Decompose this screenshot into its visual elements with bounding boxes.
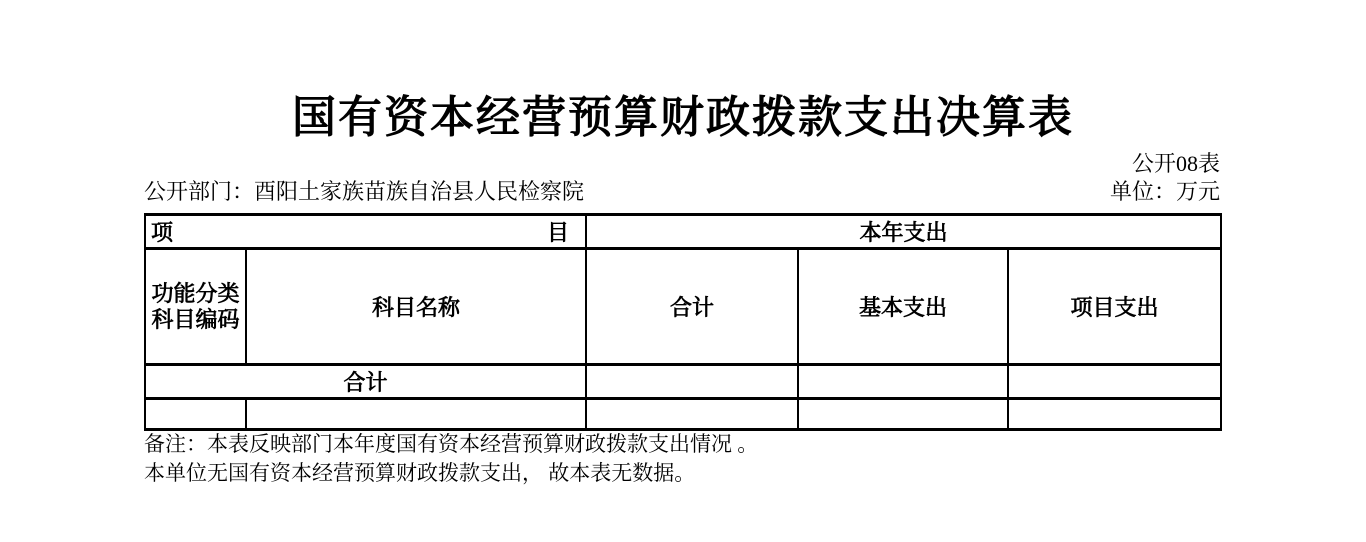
total-row-total-cell bbox=[586, 365, 798, 399]
footnote-line-2: 本单位无国有资本经营预算财政拨款支出， 故本表无数据。 bbox=[144, 461, 696, 485]
table-row-empty bbox=[145, 399, 1221, 430]
unit-label: 单位：万元 bbox=[1109, 179, 1220, 204]
empty-row-basic-cell bbox=[798, 399, 1008, 430]
page-title: 国有资本经营预算财政拨款支出决算表 bbox=[292, 93, 1074, 142]
function-code-line2: 科目编码 bbox=[151, 306, 240, 332]
table-group-header-row bbox=[145, 215, 1221, 249]
header-cell-item bbox=[145, 215, 586, 249]
footnote-line-1: 备注：本表反映部门本年度国有资本经营预算财政拨款支出情况 。 bbox=[144, 432, 759, 456]
header-cell-function-code bbox=[145, 249, 246, 365]
function-code-line1: 功能分类 bbox=[151, 280, 240, 306]
header-cell-total: 合计 bbox=[586, 249, 798, 365]
total-row-project-cell bbox=[1008, 365, 1221, 399]
total-row-label-cell: 合计 bbox=[145, 365, 586, 399]
department-value: 酉阳土家族苗族自治县人民检察院 bbox=[254, 179, 585, 204]
form-code-label: 公开08表 bbox=[1131, 151, 1220, 176]
header-cell-project-expenditure: 项目支出 bbox=[1008, 249, 1221, 365]
department-line bbox=[144, 178, 584, 206]
empty-row-name-cell bbox=[246, 399, 586, 430]
footnotes bbox=[144, 430, 1220, 488]
total-row-basic-cell bbox=[798, 365, 1008, 399]
table-row-total bbox=[145, 365, 1221, 399]
expenditure-table bbox=[144, 213, 1222, 431]
header-cell-basic-expenditure: 基本支出 bbox=[798, 249, 1008, 365]
item-left-char: 项 bbox=[151, 220, 174, 245]
header-cell-year-expenditure: 本年支出 bbox=[586, 215, 1221, 249]
meta-row bbox=[144, 178, 1220, 206]
item-right-char: 目 bbox=[546, 220, 569, 245]
table-column-header-row bbox=[145, 249, 1221, 365]
empty-row-code-cell bbox=[145, 399, 246, 430]
empty-row-project-cell bbox=[1008, 399, 1221, 430]
header-cell-subject-name: 科目名称 bbox=[246, 249, 586, 365]
empty-row-total-cell bbox=[586, 399, 798, 430]
department-label: 公开部门： bbox=[144, 179, 255, 204]
item-justified-text bbox=[146, 216, 585, 247]
